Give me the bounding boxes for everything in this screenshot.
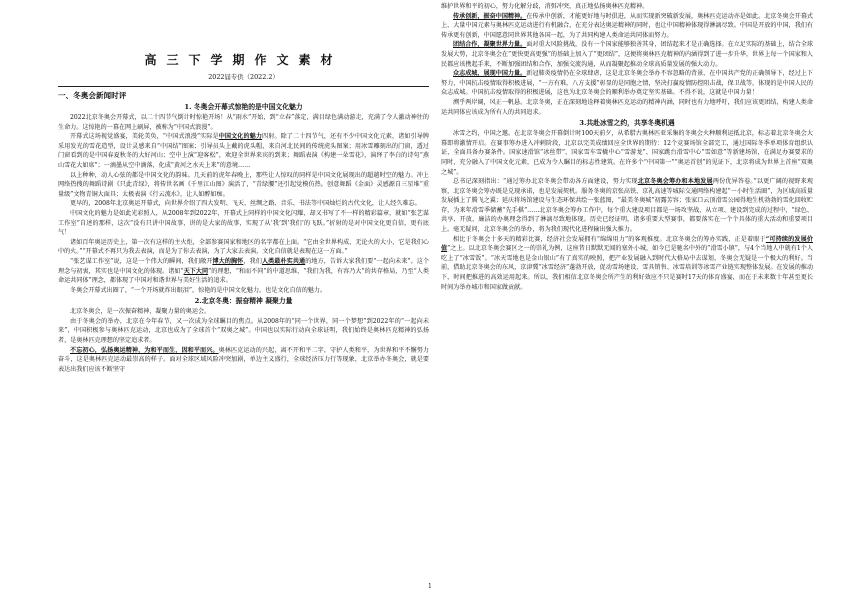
underlined-phrase: 人类最朴实共通: [261, 257, 306, 265]
paragraph: 以上种种，动人心弦的都是中国文化的韵味。几天前的虎年春晚上，那些让人惊叹的同样是中国文化展现出的超越时空的魅力。冲上网络热搜的舞蹈诗剧《只此青绿》，将传世名画《千里江山图》演活了，“青绿腰”还引起觉模仿热。创意舞蹈《金面》灵感源自三星堆“重量级”文物青铜大面具；太极表演《行云流水》，让人如醉如痴。: [58, 171, 429, 198]
paragraph: 相比于冬奥会十多天的精彩比赛，经济社会发展拥有“绵绵用力”的客观推度。北京冬奥会的筹办实践，正是着眼于“可持续的发展价值”之上。以北京冬奥会赛区之一的崇礼为例，这座昔日默默无闻的塞外小城，如今已是驰名中外的“滑雪小镇”，与4个当地人中就有1个人吃上了“冰雪饭”。“冰天雪地也是金山银山”有了真实的映照，把产业发展融入到时代大格局中去谋划，冬奥会无疑是一个极大的利好。当前，借助北京冬奥会的东风，京津冀“冰雪经济”蓬勃开放，促动雪场建设、雪具销售、冰雪培训等冰雪产业链实现整体发展。在发展的推动下，时间把推进的高效运用起来。所以，我们相信北京冬奥会所产生的利好效应不只是赛时17天的体育盛宴，而在于未来数十年甚至更长时间为举办城市和国家做贡献。: [441, 235, 813, 291]
paragraph: 北京冬奥会，是一次振奋精神，凝聚力量的奥运会。: [70, 308, 211, 316]
article-heading-3: 3.共赴冰雪之约，共享冬奥机遇: [579, 119, 675, 128]
underlined-phrase: 传承创新，振奋中国精神。: [453, 12, 527, 20]
article-heading-1: 1. 冬奥会开幕式惊艳的是中国文化魅力: [184, 103, 303, 111]
paragraph: 众志成城，展现中国力量。新冠肺炎疫情仍在全球肆虐，这是北京冬奥会举办不容忽略的背景，在中国共产党的正确领导下，经过上下努力，中国抗击疫情取得积极进展，“一方有难，八方支援”彰显的是同胞之情，坚决打赢疫情防控阻击战，保卫战等，体现的是中国人民的众志成城。中国抗击疫情取得的积极进展，这也为北京冬奥会的顺利举办奠定坚实基础。不得不说，这就是中国力量！: [441, 70, 813, 97]
paragraph: 更早的，2008年北京奥运开幕式，向世界介绍了四大发明、飞天、丝绸之路、音乐、书法等中国灿烂的古代文化，让人经久难忘。: [70, 200, 421, 208]
underlined-phrase: 天下大同: [183, 267, 209, 275]
right-column: [441, 2, 813, 292]
paragraph: 溯乎两岸阔，风正一帆悬。北京冬奥，正在深刻地诠释着奥林匹克运动的精神内涵，同时也有力地呼吁，我们应该更团结，构建人类命运共同体应该成为所有人的共同追求。: [441, 98, 813, 116]
underlined-phrase: “可持续的发展价值: [441, 235, 813, 253]
underlined-phrase: 博大的胸怀: [212, 257, 244, 265]
paragraph: 2022北京冬奥会开幕式，以二十四节气倒计时惊艳开场！从“雨水”开始，到“立春”落定，满目绿色满动游走，充满了令人激动神往的生命力。这惊艳的一幕在网上刷屏，被称为“中国式浪漫”。: [58, 114, 429, 131]
document-title: 高三下学期作文素材: [144, 53, 343, 67]
underlined-phrase: 北京冬奥会筹办和本地发展: [637, 178, 713, 186]
paragraph: 不忘初心，弘扬奥运精神，为和平而生，因和平而兴。奥林匹克运动的兴起，离不开和平二字，守护人类和平，为世界和平不懈努力奋斗，这是奥林匹克运动最崇高的样子。面对全球区域风险冲突加剧，单边主义盛行，全球经济压力行等现象，北京举办冬奥会，就是要表达出我们应该不断坚守: [58, 346, 429, 373]
paragraph: 冬奥会开幕式出圈了，“一个开场就炸出眼泪”，惊艳的是中国文化魅力，也是文化自信的魅力。: [70, 286, 327, 294]
document-subtitle: 2022届专供（2022.2）: [208, 73, 279, 81]
title-divider: [58, 86, 429, 87]
paragraph: 传承创新，振奋中国精神。在传承中创新，才能更好地与时俱进，从而实现新突破新发展，奥林匹克运动亦是如此。北京冬奥会开幕式上，大量中国元素与奥林匹克运动进行有机融合，在充分表达奥运精神的同时，也让中国精神体现得淋漓尽致。中国是开放的中国，我们有传承更有创新，中国愿意同世界其他各国一起，为了共同构建人类命运共同体而努力。: [441, 12, 813, 39]
paragraph: 由于冬奥会的举办，北京在今年春节，又一次成为全球瞩目的焦点。从2008年的“同一个世界，同一个梦想”到2022年的“一起向未来”，中国积极参与奥林匹克运动，北京也成为了全球首个“双奥之城”。中国也以实际行动向全球证明，我们始终是奥林匹克精神的弘扬者，是奥林匹克理想的坚定追求者。: [58, 317, 429, 345]
paragraph: 团结合作，凝聚世界力量。面对重大风险挑战，没有一个国家能够独善其身，团结起来才是正确选择。在立足实际的基础上，结合全球发展大势，北京冬奥会在“更快更高更强”的基础上加入了“更团结”，这便将奥林匹克精神的内涵得到了进一步升华，世界上每一个国家和人民都应该携起手来，不断加强团结和合作，加强交流沟通，从而凝聚起推动全球高质量发展的强大动力。: [441, 41, 813, 68]
article-heading-2: 2.北京冬奥：振奋精神 凝聚力量: [194, 297, 293, 306]
underlined-phrase: 众志成城，展现中国力量。: [453, 70, 527, 78]
paragraph: 开幕式这场视觉盛宴，美轮美奂，“中国式浪漫”实际是中国文化的魅力四射。除了二十四节气，还有不少中国文化元素，诸如引导牌采用发光的雪花造型，设计灵感来自“中国结”图案；引导员头上戴的虎头帽，来自河北民间的传统虎头图案；用冰雪雕刻出的门窗，透过门窗看到的是中国春夏秋冬的大好河山；空中上演“迎客松”，欢迎全世界来宾的到来；舞蹈表演《构建一朵雪花》，演绎了李白的诗句“燕山雪花大如席”；一滴墨从空中滴落，化成“黄河之水天上来”的意境……: [58, 133, 429, 169]
paragraph: 中国文化的魅力是如此光彩照人，从2008年到2022年，开幕式上同样的中国文化闪耀，却又书写了不一样的精彩篇章，就如“张艺谋工作室”自述的那样，这次“没有只讲中国故事，讲的是大家的故事，实现了从‘我’到‘我们’的飞跃。”折射的是对中国文化更自信，更有底气！: [58, 209, 429, 237]
paragraph: 总书记深刻指出：“通过筹办北京冬奥会带动各方面建设，努力实现北京冬奥会筹办和本地发展两份优异答卷。”以更广阔的视野来观察，北京冬奥会筹办既是兑现承诺，也是发展契机。服务冬奥的京张高铁、京礼高速等城际交通网络构建起“一小时生活圈”，为区域高质量发展插上了腾飞之翼；延庆将场馆建设与生态环保共绘一张蓝图，“最美冬奥城”初露芳容；张家口云顶滑雪公园得地生机勃勃的雪化回收贮存，为来年滑雪季储蓄“先手棋”……北京冬奥会筹办工作中，每个重大建设项目都是一场攻坚战，从立项、建设到完成的过程中，“绿色、共享、开放、廉洁的办奥理念得到了淋漓尽致地体现。历史已经证明，诸多重要大型赛事，都要落实在一个个具体的重大活动和重要项目上。毫无疑问，北京冬奥会的举办，将为我们现代化进程输出强大推力。: [441, 178, 813, 234]
page-number: 1: [428, 583, 432, 590]
underlined-phrase: 不忘初心，弘扬奥运精神，为和平而生，因和平而兴。: [70, 346, 219, 354]
underlined-phrase: 中国文化的魅力: [218, 133, 263, 141]
left-column: [58, 0, 429, 374]
paragraph: “张艺谋工作室”说，这是一个伟大的瞬间，我们敞开博大的胸怀，我们人类最朴实共通的地方，告诉大家我们要“一起向未来”。这个理念与初衷，其实也是中国文化的体现。诸如“天下大同”的理想，“和而不同”的中道思维，“我们为我，有容乃大”的共存格局，乃至“人类命运共同体”理念，都体现了中国对和谐世界与美好生活的追求。: [58, 257, 429, 285]
paragraph: 冰雪之约，中国之邀。在北京冬奥会开幕倒计时100天前夕，从希腊古奥林匹亚采集的冬奥会火种顺利运抵北京，标志着北京冬奥会大幕即将激情开启。在赛事筹办进入冲刺阶段，北京以完美成绩回应全世界的期待：12个竞赛场馆全部完工，通过国际冬季单项体育组织认证，全面具备办赛条件。国家速滑馆“冰丝带”、国家雪车雪橇中心“雪游龙”、国家跳台滑雪中心“雪如意”等新建场馆，在满足办赛要求的同时，充分融入了中国文化元素，已成为令人瞩目的标志性建筑。在许多个“中国第一”“奥运首创”的见证下，北京将成为世界上首座“双奥之城”。: [441, 130, 813, 176]
underlined-phrase: 团结合作，凝聚世界力量。: [453, 41, 527, 49]
section-title: 一、冬奥会新闻时评: [58, 91, 127, 100]
paragraph: 维护世界和平的初心，努力化解分歧，消弭冲突，真正地弘扬奥林匹克精神。: [441, 3, 649, 10]
paragraph: 诸如百年奥运历史上，第一次有这样的主火炬，全部参赛国家和地区的名字都在上面。“它由全世界构成，无论火的大小，它是我们心中的火。”“开幕式不再只为我去表演，而是为了你去表演，为了大家去表演，文化自信就是表现在这一方面。”: [58, 238, 429, 256]
